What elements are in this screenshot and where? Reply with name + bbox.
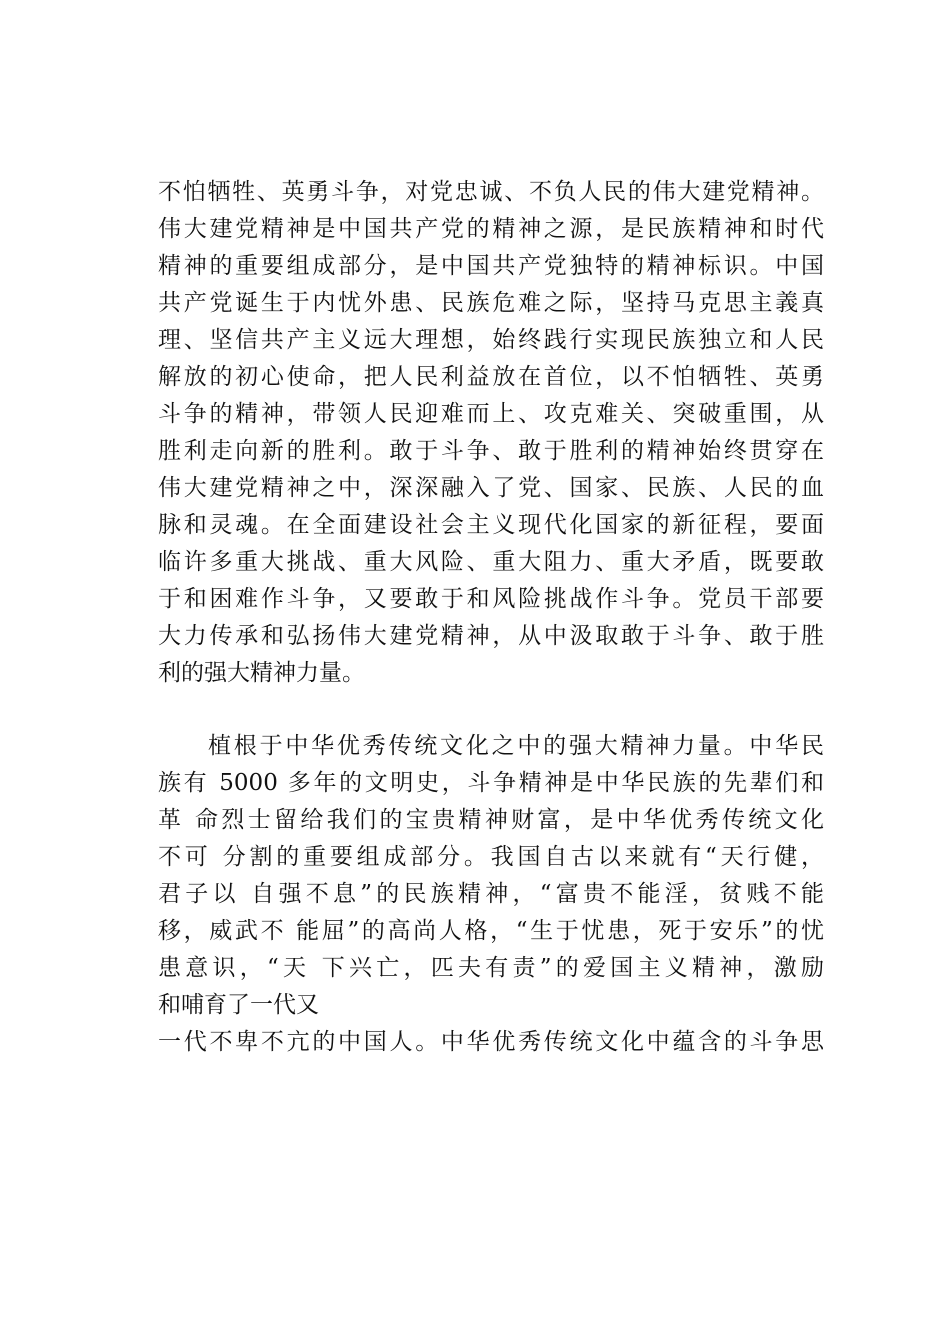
paragraph-line: 一代不卑不亢的中国人。中华优秀传统文化中蕴含的斗争思 [158,1029,824,1055]
paragraph-line: 大力传承和弘扬伟大建党精神，从中汲取敢于斗争、敢于胜 [158,623,824,649]
paragraph-line: 斗争的精神，带领人民迎难而上、攻克难关、突破重围，从 [158,401,824,427]
paragraph-line: 植根于中华优秀传统文化之中的强大精神力量。中华民 [208,733,824,759]
paragraph-line: 伟大建党精神是中国共产党的精神之源，是民族精神和时代 [158,216,824,242]
paragraph-line: 精神的重要组成部分，是中国共产党独特的精神标识。中国 [158,253,824,279]
paragraph-line: 革 命烈士留给我们的宝贵精神财富，是中华优秀传统文化 [158,807,824,833]
paragraph-line: 患意识，“天 下兴亡，匹夫有责”的爱国主义精神，激励 [158,955,824,981]
paragraph-line: 解放的初心使命，把人民利益放在首位，以不怕牺牲、英勇 [158,364,824,390]
paragraph-line: 理、坚信共产主义远大理想，始终践行实现民族独立和人民 [158,327,824,353]
paragraph-line: 共产党诞生于内忧外患、民族危难之际，坚持马克思主義真 [158,290,824,316]
paragraph-2 [158,728,824,1061]
paragraph-line: 利的强大精神力量。 [158,660,365,686]
paragraph-line: 伟大建党精神之中，深深融入了党、国家、民族、人民的血 [158,475,824,501]
paragraph-line: 于和困难作斗争，又要敢于和风险挑战作斗争。党员干部要 [158,586,824,612]
paragraph-line: 族有 5000 多年的文明史，斗争精神是中华民族的先辈们和 [158,770,824,796]
paragraph-line: 不可 分割的重要组成部分。我国自古以来就有“天行健， [158,844,824,870]
paragraph-line: 君子以 自强不息”的民族精神，“富贵不能淫，贫贱不能 [158,881,824,907]
paragraph-1 [158,174,824,692]
paragraph-line: 不怕牺牲、英勇斗争，对党忠诚、不负人民的伟大建党精神。 [158,179,824,205]
paragraph-line: 和哺育了一代又 [158,992,319,1018]
paragraph-line: 临许多重大挑战、重大风险、重大阻力、重大矛盾，既要敢 [158,549,824,575]
paragraph-line: 脉和灵魂。在全面建设社会主义现代化国家的新征程，要面 [158,512,824,538]
paragraph-line: 胜利走向新的胜利。敢于斗争、敢于胜利的精神始终贯穿在 [158,438,824,464]
paragraph-line: 移，威武不 能屈”的高尚人格，“生于忧患，死于安乐”的忧 [158,918,824,944]
